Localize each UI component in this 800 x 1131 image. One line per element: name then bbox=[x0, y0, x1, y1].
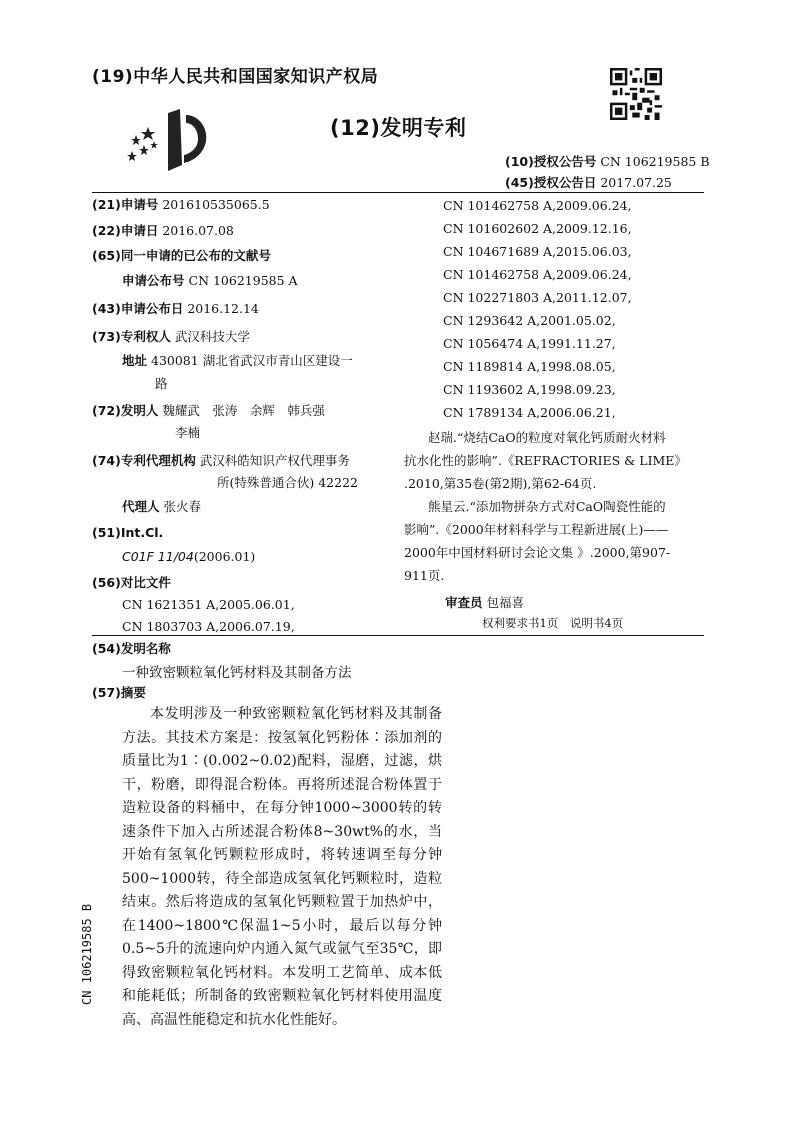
literature-line: 影响”.《2000年材料科学与工程新进展(上)—— bbox=[404, 522, 669, 537]
agent-row bbox=[122, 498, 201, 516]
publication-number: CN 106219585 A bbox=[188, 273, 298, 288]
publication-number-label: 申请公布号 bbox=[122, 273, 185, 288]
address-row bbox=[122, 352, 353, 370]
application-number-row bbox=[92, 196, 270, 214]
right-ref-item: CN 1293642 A,2001.05.02, bbox=[443, 313, 616, 328]
abstract-body bbox=[122, 703, 442, 1032]
invention-title: 一种致密颗粒氧化钙材料及其制备方法 bbox=[122, 665, 352, 681]
same-application-row bbox=[92, 247, 271, 265]
right-ref-item: CN 1189814 A,1998.08.05, bbox=[443, 359, 616, 374]
agent-label: 代理人 bbox=[122, 499, 160, 514]
intcl-version: (2006.01) bbox=[193, 549, 256, 564]
application-number-label: (21)申请号 bbox=[92, 197, 159, 212]
intcl-code: C01F 11/04 bbox=[122, 549, 194, 564]
ref-item: CN 1803703 A,2006.07.19, bbox=[122, 619, 295, 634]
patentee-label: (73)专利权人 bbox=[92, 329, 171, 344]
right-ref-item: CN 102271803 A,2011.12.07, bbox=[443, 290, 632, 305]
agency-line-2: 所(特殊普通合伙) 42222 bbox=[217, 475, 358, 490]
patentee: 武汉科技大学 bbox=[174, 329, 250, 344]
right-ref-item: CN 101602602 A,2009.12.16, bbox=[443, 221, 632, 236]
intcl-row bbox=[122, 548, 255, 566]
right-ref-item: CN 1056474 A,1991.11.27, bbox=[443, 336, 616, 351]
right-ref-item: CN 1193602 A,1998.09.23, bbox=[443, 382, 616, 397]
title-label: (54)发明名称 bbox=[92, 641, 171, 656]
cnipa-emblem-icon bbox=[120, 105, 230, 175]
inventors-line-2: 李楠 bbox=[175, 425, 201, 440]
application-date-label: (22)申请日 bbox=[92, 223, 159, 238]
intcl-label-text: (51)Int.Cl. bbox=[92, 525, 164, 540]
right-ref-item: CN 1789134 A,2006.06.21, bbox=[443, 405, 616, 420]
application-date: 2016.07.08 bbox=[162, 223, 234, 238]
abstract-text: 本发明涉及一种致密颗粒氧化钙材料及其制备方法。其技术方案是：按氢氧化钙粉体∶添加剂的质量比为1∶(0.002~0.02)配料，湿磨，过滤，烘干，粉磨，即得混合粉体。再将所述混合粉体置于造粒设备的料桶中，在每分钟1000~3000转的转速条件下加入占所述混合粉体8~30wt%的水，当开始有氢氧化钙颗粒形成时，将转速调至每分钟500~1000转，待全部造成氢氧化钙颗粒时，造粒结束。然后将造成的氢氧化钙颗粒置于加热炉中，在1400~1800℃保温1~5小时，最后以每分钟0.5~5升的流速向炉内通入氮气或氩气至35℃，即得致密颗粒氧化钙材料。本发明工艺简单、成本低和能耗低；所制备的致密颗粒氧化钙材料使用温度高、高温性能稳定和抗水化性能好。 bbox=[122, 706, 442, 1028]
address-line-1: 430081 湖北省武汉市青山区建设一 bbox=[151, 353, 353, 368]
pages-note: 权利要求书1页 说明书4页 bbox=[482, 616, 624, 630]
publication-date-label: (43)申请公布日 bbox=[92, 301, 184, 316]
side-patent-number: CN 106219585 B bbox=[80, 903, 94, 1005]
right-ref-item: CN 104671689 A,2015.06.03, bbox=[443, 244, 632, 259]
grant-date-label: (45)授权公告日 bbox=[505, 175, 597, 190]
abstract-label: (57)摘要 bbox=[92, 685, 146, 700]
right-ref-item: CN 101462758 A,2009.06.24, bbox=[443, 198, 632, 213]
grant-number-row bbox=[505, 152, 710, 170]
grant-number-label: (10)授权公告号 bbox=[505, 154, 597, 169]
agency-label: (74)专利代理机构 bbox=[92, 453, 196, 468]
literature-line: 2000年中国材料研讨会论文集 》.2000,第907- bbox=[404, 545, 671, 560]
grant-date-row bbox=[505, 173, 672, 191]
qr-code-icon bbox=[610, 68, 662, 120]
agency-row bbox=[92, 452, 350, 470]
literature-line: 熊星云.“添加物拼杂方式对CaO陶瓷性能的 bbox=[428, 499, 666, 514]
office-name: (19)中华人民共和国国家知识产权局 bbox=[92, 67, 379, 87]
inventors-line-1: 魏耀武 张涛 余辉 韩兵强 bbox=[162, 403, 325, 418]
agent: 张火春 bbox=[163, 499, 202, 514]
examiner-row bbox=[445, 594, 524, 612]
abstract-label-row bbox=[92, 684, 146, 702]
document-type: (12)发明专利 bbox=[330, 116, 467, 140]
grant-number: CN 106219585 B bbox=[600, 154, 710, 169]
address-label: 地址 bbox=[122, 353, 148, 368]
application-number: 201610535065.5 bbox=[162, 197, 270, 212]
refs-label: (56)对比文件 bbox=[92, 575, 171, 590]
publication-date-row bbox=[92, 300, 259, 318]
intcl-label bbox=[92, 524, 163, 542]
inventors-row bbox=[92, 402, 325, 420]
ref-item: CN 1621351 A,2005.06.01, bbox=[122, 597, 295, 612]
right-ref-item: CN 101462758 A,2009.06.24, bbox=[443, 267, 632, 282]
examiner-label: 审查员 bbox=[445, 595, 483, 610]
literature-line: 911页. bbox=[404, 568, 445, 583]
address-line-2: 路 bbox=[155, 376, 168, 391]
agency-line-1: 武汉科皓知识产权代理事务 bbox=[199, 453, 350, 468]
examiner: 包福喜 bbox=[486, 595, 525, 610]
inventors-label: (72)发明人 bbox=[92, 403, 159, 418]
middle-divider bbox=[92, 635, 704, 636]
refs-label-row bbox=[92, 574, 171, 592]
literature-line: .2010,第35卷(第2期),第62-64页. bbox=[404, 476, 597, 491]
title-label-row bbox=[92, 640, 171, 658]
application-date-row bbox=[92, 222, 234, 240]
publication-number-row bbox=[122, 272, 298, 290]
top-divider bbox=[92, 192, 704, 193]
literature-line: 抗水化性的影响”.《REFRACTORIES & LIME》 bbox=[404, 453, 687, 468]
same-application-label: (65)同一申请的已公布的文献号 bbox=[92, 248, 271, 263]
publication-date: 2016.12.14 bbox=[187, 301, 259, 316]
grant-date: 2017.07.25 bbox=[600, 175, 672, 190]
patentee-row bbox=[92, 328, 250, 346]
literature-line: 赵瑞.“烧结CaO的粒度对氧化钙质耐火材料 bbox=[428, 430, 666, 445]
